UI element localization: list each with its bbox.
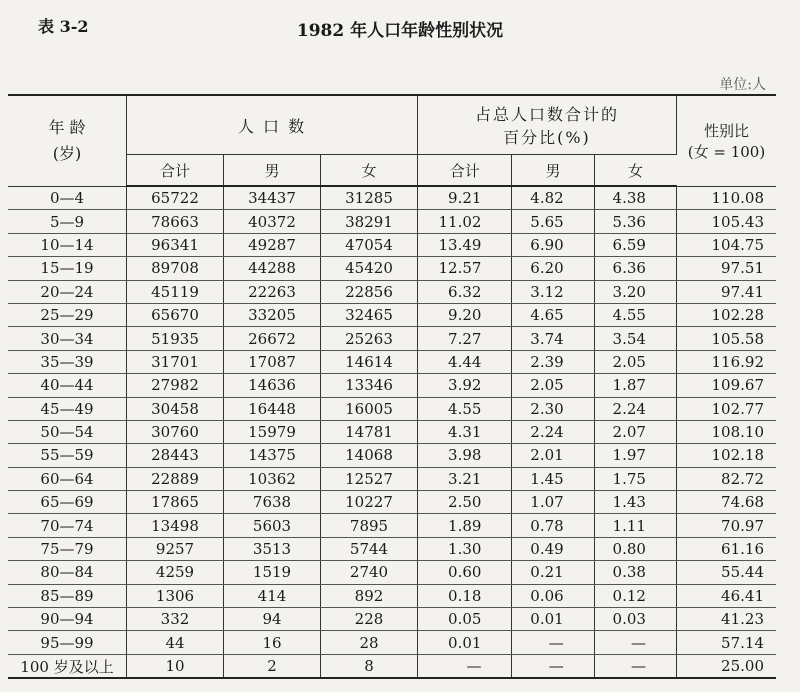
cell-pct-female: 0.03: [594, 608, 676, 631]
cell-pct-total: 0.60: [418, 561, 512, 584]
cell-pop-total: 89708: [127, 257, 224, 280]
table-row: [8, 561, 776, 584]
cell-sex-ratio: 102.28: [676, 303, 776, 326]
table-row: [8, 631, 776, 654]
cell-pop-female: 12527: [321, 467, 418, 490]
cell-pct-total: 7.27: [418, 327, 512, 350]
header-pct-total: 合计: [418, 155, 512, 187]
cell-age: 45—49: [8, 397, 127, 420]
cell-age: 50—54: [8, 420, 127, 443]
cell-pop-male: 7638: [224, 491, 321, 514]
cell-age: 0—4: [8, 186, 127, 210]
table-row: [8, 327, 776, 350]
cell-pop-female: 10227: [321, 491, 418, 514]
cell-pop-male: 414: [224, 584, 321, 607]
cell-age: 20—24: [8, 280, 127, 303]
cell-pct-male: —: [512, 631, 594, 654]
cell-pct-total: 1.89: [418, 514, 512, 537]
cell-pop-male: 3513: [224, 537, 321, 560]
cell-pct-total: 9.20: [418, 303, 512, 326]
cell-pop-total: 22889: [127, 467, 224, 490]
cell-age: 85—89: [8, 584, 127, 607]
table-row: [8, 514, 776, 537]
cell-pop-male: 26672: [224, 327, 321, 350]
cell-pop-male: 14375: [224, 444, 321, 467]
cell-pop-female: 28: [321, 631, 418, 654]
cell-pct-female: 1.43: [594, 491, 676, 514]
cell-sex-ratio: 25.00: [721, 657, 764, 675]
cell-pop-female: 22856: [321, 280, 418, 303]
cell-pop-total: 13498: [127, 514, 224, 537]
header-age-line2: (岁): [52, 143, 82, 163]
header-pop-female: 女: [321, 155, 418, 187]
header-pct-male: 男: [512, 155, 594, 187]
cell-sex-ratio: 109.67: [676, 374, 776, 397]
cell-pct-female: —: [594, 631, 676, 654]
cell-age: 10—14: [8, 233, 127, 256]
table-row: [8, 608, 776, 631]
cell-pct-female: —: [594, 654, 676, 678]
cell-pop-male: 1519: [224, 561, 321, 584]
cell-pct-female: 3.54: [594, 327, 676, 350]
cell-pop-male: 34437: [224, 186, 321, 210]
cell-sex-ratio: 41.23: [676, 608, 776, 631]
cell-pct-male: 2.39: [512, 350, 594, 373]
cell-pop-total: 31701: [127, 350, 224, 373]
cell-pop-male: 33205: [224, 303, 321, 326]
cell-pop-female: 7895: [321, 514, 418, 537]
cell-age: 55—59: [8, 444, 127, 467]
table-row: [8, 350, 776, 373]
header-sex-ratio: [676, 95, 776, 186]
cell-sex-ratio: 70.97: [676, 514, 776, 537]
cell-sex-ratio: 82.72: [676, 467, 776, 490]
cell-pop-female: 14614: [321, 350, 418, 373]
cell-pct-male: 0.01: [512, 608, 594, 631]
cell-pct-female: 2.07: [594, 420, 676, 443]
table-row: [8, 374, 776, 397]
cell-sex-ratio: 105.58: [676, 327, 776, 350]
cell-age: 35—39: [8, 350, 127, 373]
cell-age: 70—74: [8, 514, 127, 537]
cell-age: 40—44: [8, 374, 127, 397]
cell-age: 75—79: [8, 537, 127, 560]
cell-pop-total: 30458: [127, 397, 224, 420]
cell-pct-total: 3.98: [418, 444, 512, 467]
cell-pop-male: 2: [224, 654, 321, 678]
cell-sex-ratio: 104.75: [676, 233, 776, 256]
cell-age: 60—64: [8, 467, 127, 490]
cell-pct-male: 3.74: [512, 327, 594, 350]
cell-pop-male: 40372: [224, 210, 321, 233]
cell-pop-female: 228: [321, 608, 418, 631]
cell-pop-total: 4259: [127, 561, 224, 584]
cell-pct-total: 2.50: [418, 491, 512, 514]
header-pop-male: 男: [224, 155, 321, 187]
table-row: [8, 467, 776, 490]
cell-pct-male: —: [512, 654, 594, 678]
cell-pct-male: 4.82: [512, 186, 594, 210]
cell-pop-female: 16005: [321, 397, 418, 420]
table-row: [8, 491, 776, 514]
table-row: [8, 210, 776, 233]
cell-pop-male: 15979: [224, 420, 321, 443]
cell-pop-female: 25263: [321, 327, 418, 350]
cell-pop-female: 31285: [321, 186, 418, 210]
cell-sex-ratio: 102.18: [676, 444, 776, 467]
cell-pop-total: 1306: [127, 584, 224, 607]
cell-pop-male: 44288: [224, 257, 321, 280]
cell-pop-female: 45420: [321, 257, 418, 280]
cell-sex-ratio: 108.10: [676, 420, 776, 443]
cell-pop-male: 22263: [224, 280, 321, 303]
header-percent-line1: 占总人口数合计的: [474, 105, 619, 124]
cell-pop-female: 14781: [321, 420, 418, 443]
unit-note: 单位:人: [719, 77, 766, 93]
cell-sex-ratio: 110.08: [676, 186, 776, 210]
header-pct-female: 女: [594, 155, 676, 187]
cell-pct-female: 6.59: [594, 233, 676, 256]
table-row: [8, 537, 776, 560]
cell-sex-ratio: 61.16: [676, 537, 776, 560]
header-population-group: 人 口 数: [127, 95, 418, 155]
cell-pop-total: 65722: [127, 186, 224, 210]
cell-age: 95—99: [8, 631, 127, 654]
cell-pct-total: —: [418, 654, 512, 678]
cell-pct-total: 0.18: [418, 584, 512, 607]
cell-pct-male: 5.65: [512, 210, 594, 233]
table-row: [8, 280, 776, 303]
cell-pop-female: 5744: [321, 537, 418, 560]
table-row: [8, 186, 776, 210]
cell-pop-total: 44: [127, 631, 224, 654]
cell-pct-male: 0.49: [512, 537, 594, 560]
cell-age: 30—34: [8, 327, 127, 350]
cell-pct-female: 0.38: [594, 561, 676, 584]
cell-age: 5—9: [8, 210, 127, 233]
header-percent-line2: 百分比(%): [503, 128, 591, 147]
cell-pct-female: 4.38: [594, 186, 676, 210]
cell-sex-ratio: 57.14: [676, 631, 776, 654]
header-sex-ratio-line2: (女 = 100): [687, 142, 766, 161]
cell-pct-total: 0.01: [418, 631, 512, 654]
cell-pop-female: 13346: [321, 374, 418, 397]
table-row: [8, 303, 776, 326]
cell-pop-female: 892: [321, 584, 418, 607]
cell-pct-total: 4.31: [418, 420, 512, 443]
cell-pop-total: 65670: [127, 303, 224, 326]
cell-age: 80—84: [8, 561, 127, 584]
cell-pop-female: 2740: [321, 561, 418, 584]
cell-pct-female: 2.24: [594, 397, 676, 420]
cell-pop-total: 17865: [127, 491, 224, 514]
cell-pop-total: 28443: [127, 444, 224, 467]
cell-sex-ratio: 116.92: [676, 350, 776, 373]
cell-age: 100 岁及以上: [8, 654, 127, 678]
cell-pop-total: 78663: [127, 210, 224, 233]
cell-pct-male: 4.65: [512, 303, 594, 326]
cell-pct-total: 6.32: [418, 280, 512, 303]
cell-pct-total: 4.55: [418, 397, 512, 420]
cell-pct-total: 12.57: [418, 257, 512, 280]
cell-pop-male: 16448: [224, 397, 321, 420]
cell-pct-total: 11.02: [418, 210, 512, 233]
cell-pop-male: 5603: [224, 514, 321, 537]
table-number-label: 表 3-2: [38, 17, 89, 36]
header-age: [8, 95, 127, 186]
header-sex-ratio-line1: 性别比: [703, 121, 749, 140]
cell-pct-female: 1.11: [594, 514, 676, 537]
table-row: [8, 257, 776, 280]
cell-pct-male: 0.78: [512, 514, 594, 537]
cell-pop-male: 94: [224, 608, 321, 631]
cell-sex-ratio: 102.77: [676, 397, 776, 420]
cell-pct-male: 6.90: [512, 233, 594, 256]
header-percent-group: [418, 95, 677, 155]
cell-pop-total: 51935: [127, 327, 224, 350]
cell-pop-male: 10362: [224, 467, 321, 490]
cell-pct-total: 3.21: [418, 467, 512, 490]
cell-sex-ratio: 46.41: [676, 584, 776, 607]
cell-pop-female: 32465: [321, 303, 418, 326]
cell-pct-total: 13.49: [418, 233, 512, 256]
cell-sex-ratio: 74.68: [676, 491, 776, 514]
cell-pct-female: 2.05: [594, 350, 676, 373]
cell-sex-ratio: 55.44: [676, 561, 776, 584]
cell-pop-male: 14636: [224, 374, 321, 397]
cell-pct-male: 6.20: [512, 257, 594, 280]
cell-pop-female: 14068: [321, 444, 418, 467]
cell-pop-female: 38291: [321, 210, 418, 233]
cell-age: 65—69: [8, 491, 127, 514]
cell-pct-female: 1.97: [594, 444, 676, 467]
cell-pct-total: 0.05: [418, 608, 512, 631]
table-row: [8, 420, 776, 443]
cell-pop-male: 17087: [224, 350, 321, 373]
cell-pct-male: 3.12: [512, 280, 594, 303]
table-row: [8, 654, 776, 678]
cell-pct-male: 2.30: [512, 397, 594, 420]
cell-pct-female: 4.55: [594, 303, 676, 326]
population-table: [8, 94, 776, 679]
table-row: [8, 397, 776, 420]
cell-pop-total: 96341: [127, 233, 224, 256]
cell-pop-male: 16: [224, 631, 321, 654]
cell-pct-male: 1.45: [512, 467, 594, 490]
cell-pct-male: 2.24: [512, 420, 594, 443]
cell-pop-female: 47054: [321, 233, 418, 256]
table-row: [8, 444, 776, 467]
cell-pct-male: 2.05: [512, 374, 594, 397]
cell-pop-total: 9257: [127, 537, 224, 560]
header-pop-total: 合计: [127, 155, 224, 187]
cell-pct-female: 0.12: [594, 584, 676, 607]
table-row: [8, 584, 776, 607]
table-row: [8, 233, 776, 256]
cell-pct-male: 0.06: [512, 584, 594, 607]
cell-pop-total: 332: [127, 608, 224, 631]
cell-pct-female: 5.36: [594, 210, 676, 233]
cell-pop-total: 30760: [127, 420, 224, 443]
cell-pct-total: 3.92: [418, 374, 512, 397]
cell-pct-male: 0.21: [512, 561, 594, 584]
cell-sex-ratio: 97.41: [676, 280, 776, 303]
table-body: [8, 186, 776, 678]
cell-pct-total: 9.21: [418, 186, 512, 210]
cell-pct-female: 6.36: [594, 257, 676, 280]
cell-pct-male: 1.07: [512, 491, 594, 514]
cell-sex-ratio: 105.43: [676, 210, 776, 233]
cell-age: 25—29: [8, 303, 127, 326]
cell-pop-total: 45119: [127, 280, 224, 303]
cell-pop-female: 8: [321, 654, 418, 678]
cell-sex-ratio: 97.51: [676, 257, 776, 280]
cell-pop-male: 49287: [224, 233, 321, 256]
cell-pct-female: 1.87: [594, 374, 676, 397]
cell-age: 15—19: [8, 257, 127, 280]
cell-pop-total: 27982: [127, 374, 224, 397]
table-title: 1982 年人口年龄性别状况: [296, 21, 504, 41]
cell-pct-female: 3.20: [594, 280, 676, 303]
cell-pct-female: 0.80: [594, 537, 676, 560]
cell-pct-male: 2.01: [512, 444, 594, 467]
cell-pop-total: 10: [127, 654, 224, 678]
cell-pct-total: 4.44: [418, 350, 512, 373]
header-age-line1: 年 龄: [48, 117, 86, 137]
cell-pct-total: 1.30: [418, 537, 512, 560]
cell-age: 90—94: [8, 608, 127, 631]
cell-pct-female: 1.75: [594, 467, 676, 490]
